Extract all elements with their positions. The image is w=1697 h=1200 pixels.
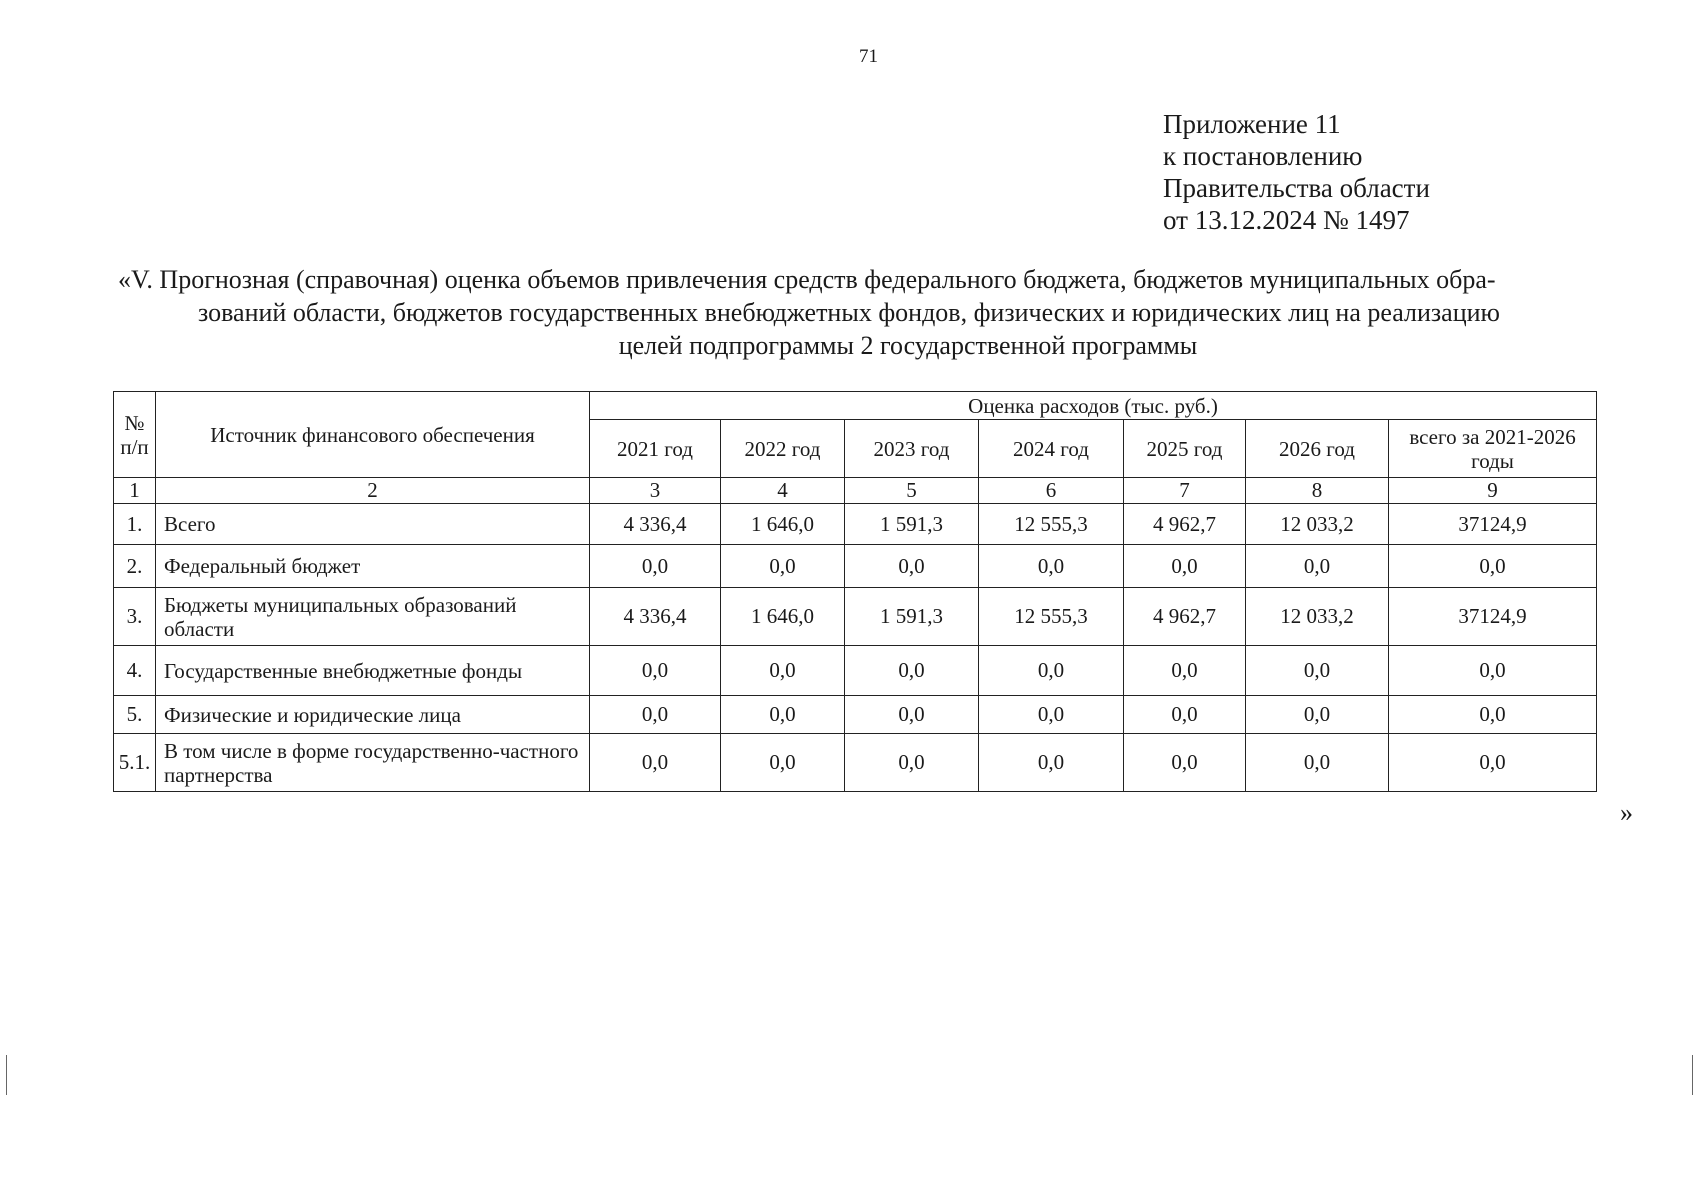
table-row <box>114 504 1597 545</box>
financing-table <box>113 391 1597 792</box>
row-value: 1 591,3 <box>845 588 979 646</box>
row-value: 0,0 <box>1389 646 1597 696</box>
row-value: 12 033,2 <box>1246 588 1389 646</box>
header-group: Оценка расходов (тыс. руб.) <box>590 392 1597 420</box>
row-source: Всего <box>156 504 590 545</box>
row-source: Бюджеты муниципальных образований области <box>156 588 590 646</box>
row-value: 0,0 <box>979 646 1124 696</box>
row-value: 37124,9 <box>1389 504 1597 545</box>
column-number: 9 <box>1389 478 1597 504</box>
row-value: 0,0 <box>721 696 845 734</box>
row-value: 0,0 <box>721 646 845 696</box>
table-row <box>114 646 1597 696</box>
header-year: 2023 год <box>845 420 979 478</box>
heading-line: целей подпрограммы 2 государственной программы <box>618 331 1198 360</box>
column-number: 2 <box>156 478 590 504</box>
row-num: 1. <box>114 504 156 545</box>
column-number: 1 <box>114 478 156 504</box>
row-value: 0,0 <box>1246 734 1389 792</box>
appendix-line: от 13.12.2024 № 1497 <box>1163 205 1410 235</box>
row-value: 12 555,3 <box>979 588 1124 646</box>
row-value: 0,0 <box>1124 734 1246 792</box>
row-value: 4 962,7 <box>1124 504 1246 545</box>
row-value: 37124,9 <box>1389 588 1597 646</box>
row-value: 0,0 <box>1246 646 1389 696</box>
row-value: 0,0 <box>1124 696 1246 734</box>
row-value: 0,0 <box>845 696 979 734</box>
appendix-reference <box>1163 108 1430 236</box>
row-value: 0,0 <box>721 734 845 792</box>
appendix-line: Правительства области <box>1163 173 1430 203</box>
row-value: 0,0 <box>1246 696 1389 734</box>
row-value: 1 646,0 <box>721 504 845 545</box>
table-row <box>114 545 1597 588</box>
header-year: 2021 год <box>590 420 721 478</box>
header-year: 2024 год <box>979 420 1124 478</box>
table-row <box>114 696 1597 734</box>
row-value: 12 555,3 <box>979 504 1124 545</box>
column-number: 6 <box>979 478 1124 504</box>
row-value: 12 033,2 <box>1246 504 1389 545</box>
row-num: 3. <box>114 588 156 646</box>
header-source: Источник финансового обеспечения <box>156 392 590 478</box>
row-value: 0,0 <box>1124 545 1246 588</box>
header-year: 2022 год <box>721 420 845 478</box>
row-value: 0,0 <box>1124 646 1246 696</box>
row-value: 0,0 <box>1389 734 1597 792</box>
row-value: 4 336,4 <box>590 504 721 545</box>
row-value: 0,0 <box>845 545 979 588</box>
row-value: 0,0 <box>590 646 721 696</box>
header-year: 2025 год <box>1124 420 1246 478</box>
row-value: 1 591,3 <box>845 504 979 545</box>
column-number: 8 <box>1246 478 1389 504</box>
heading-line: «V. Прогнозная (справочная) оценка объемов привлечения средств федерального бюджета, бюджетов муниципальных обра- <box>118 265 1496 294</box>
row-value: 0,0 <box>590 545 721 588</box>
row-num: 5.1. <box>114 734 156 792</box>
header-num: № п/п <box>114 392 156 478</box>
appendix-line: Приложение 11 <box>1163 109 1341 139</box>
closing-quote: » <box>1620 798 1633 827</box>
row-value: 0,0 <box>1246 545 1389 588</box>
row-value: 0,0 <box>1389 545 1597 588</box>
row-num: 4. <box>114 646 156 696</box>
row-value: 0,0 <box>979 734 1124 792</box>
scan-margin-mark <box>1692 1055 1693 1095</box>
row-source: Физические и юридические лица <box>156 696 590 734</box>
appendix-line: к постановлению <box>1163 141 1363 171</box>
row-source: В том числе в форме государственно-частного партнерства <box>156 734 590 792</box>
section-heading <box>118 263 1618 362</box>
column-number: 7 <box>1124 478 1246 504</box>
column-number-row <box>114 478 1597 504</box>
row-value: 0,0 <box>1389 696 1597 734</box>
row-value: 0,0 <box>979 696 1124 734</box>
row-num: 5. <box>114 696 156 734</box>
table-header-row <box>114 392 1597 420</box>
header-year: 2026 год <box>1246 420 1389 478</box>
row-source: Федеральный бюджет <box>156 545 590 588</box>
row-value: 0,0 <box>590 734 721 792</box>
heading-line: зований области, бюджетов государственных внебюджетных фондов, физических и юридических лиц на реализацию <box>198 298 1500 327</box>
row-value: 4 336,4 <box>590 588 721 646</box>
row-value: 0,0 <box>845 734 979 792</box>
row-value: 0,0 <box>721 545 845 588</box>
row-source: Государственные внебюджетные фонды <box>156 646 590 696</box>
column-number: 5 <box>845 478 979 504</box>
header-total: всего за 2021-2026 годы <box>1389 420 1597 478</box>
row-value: 1 646,0 <box>721 588 845 646</box>
page-number: 71 <box>859 46 878 67</box>
table-row <box>114 734 1597 792</box>
row-value: 0,0 <box>979 545 1124 588</box>
column-number: 3 <box>590 478 721 504</box>
row-value: 4 962,7 <box>1124 588 1246 646</box>
row-value: 0,0 <box>845 646 979 696</box>
column-number: 4 <box>721 478 845 504</box>
row-num: 2. <box>114 545 156 588</box>
scan-margin-mark <box>6 1055 7 1095</box>
table-row <box>114 588 1597 646</box>
row-value: 0,0 <box>590 696 721 734</box>
